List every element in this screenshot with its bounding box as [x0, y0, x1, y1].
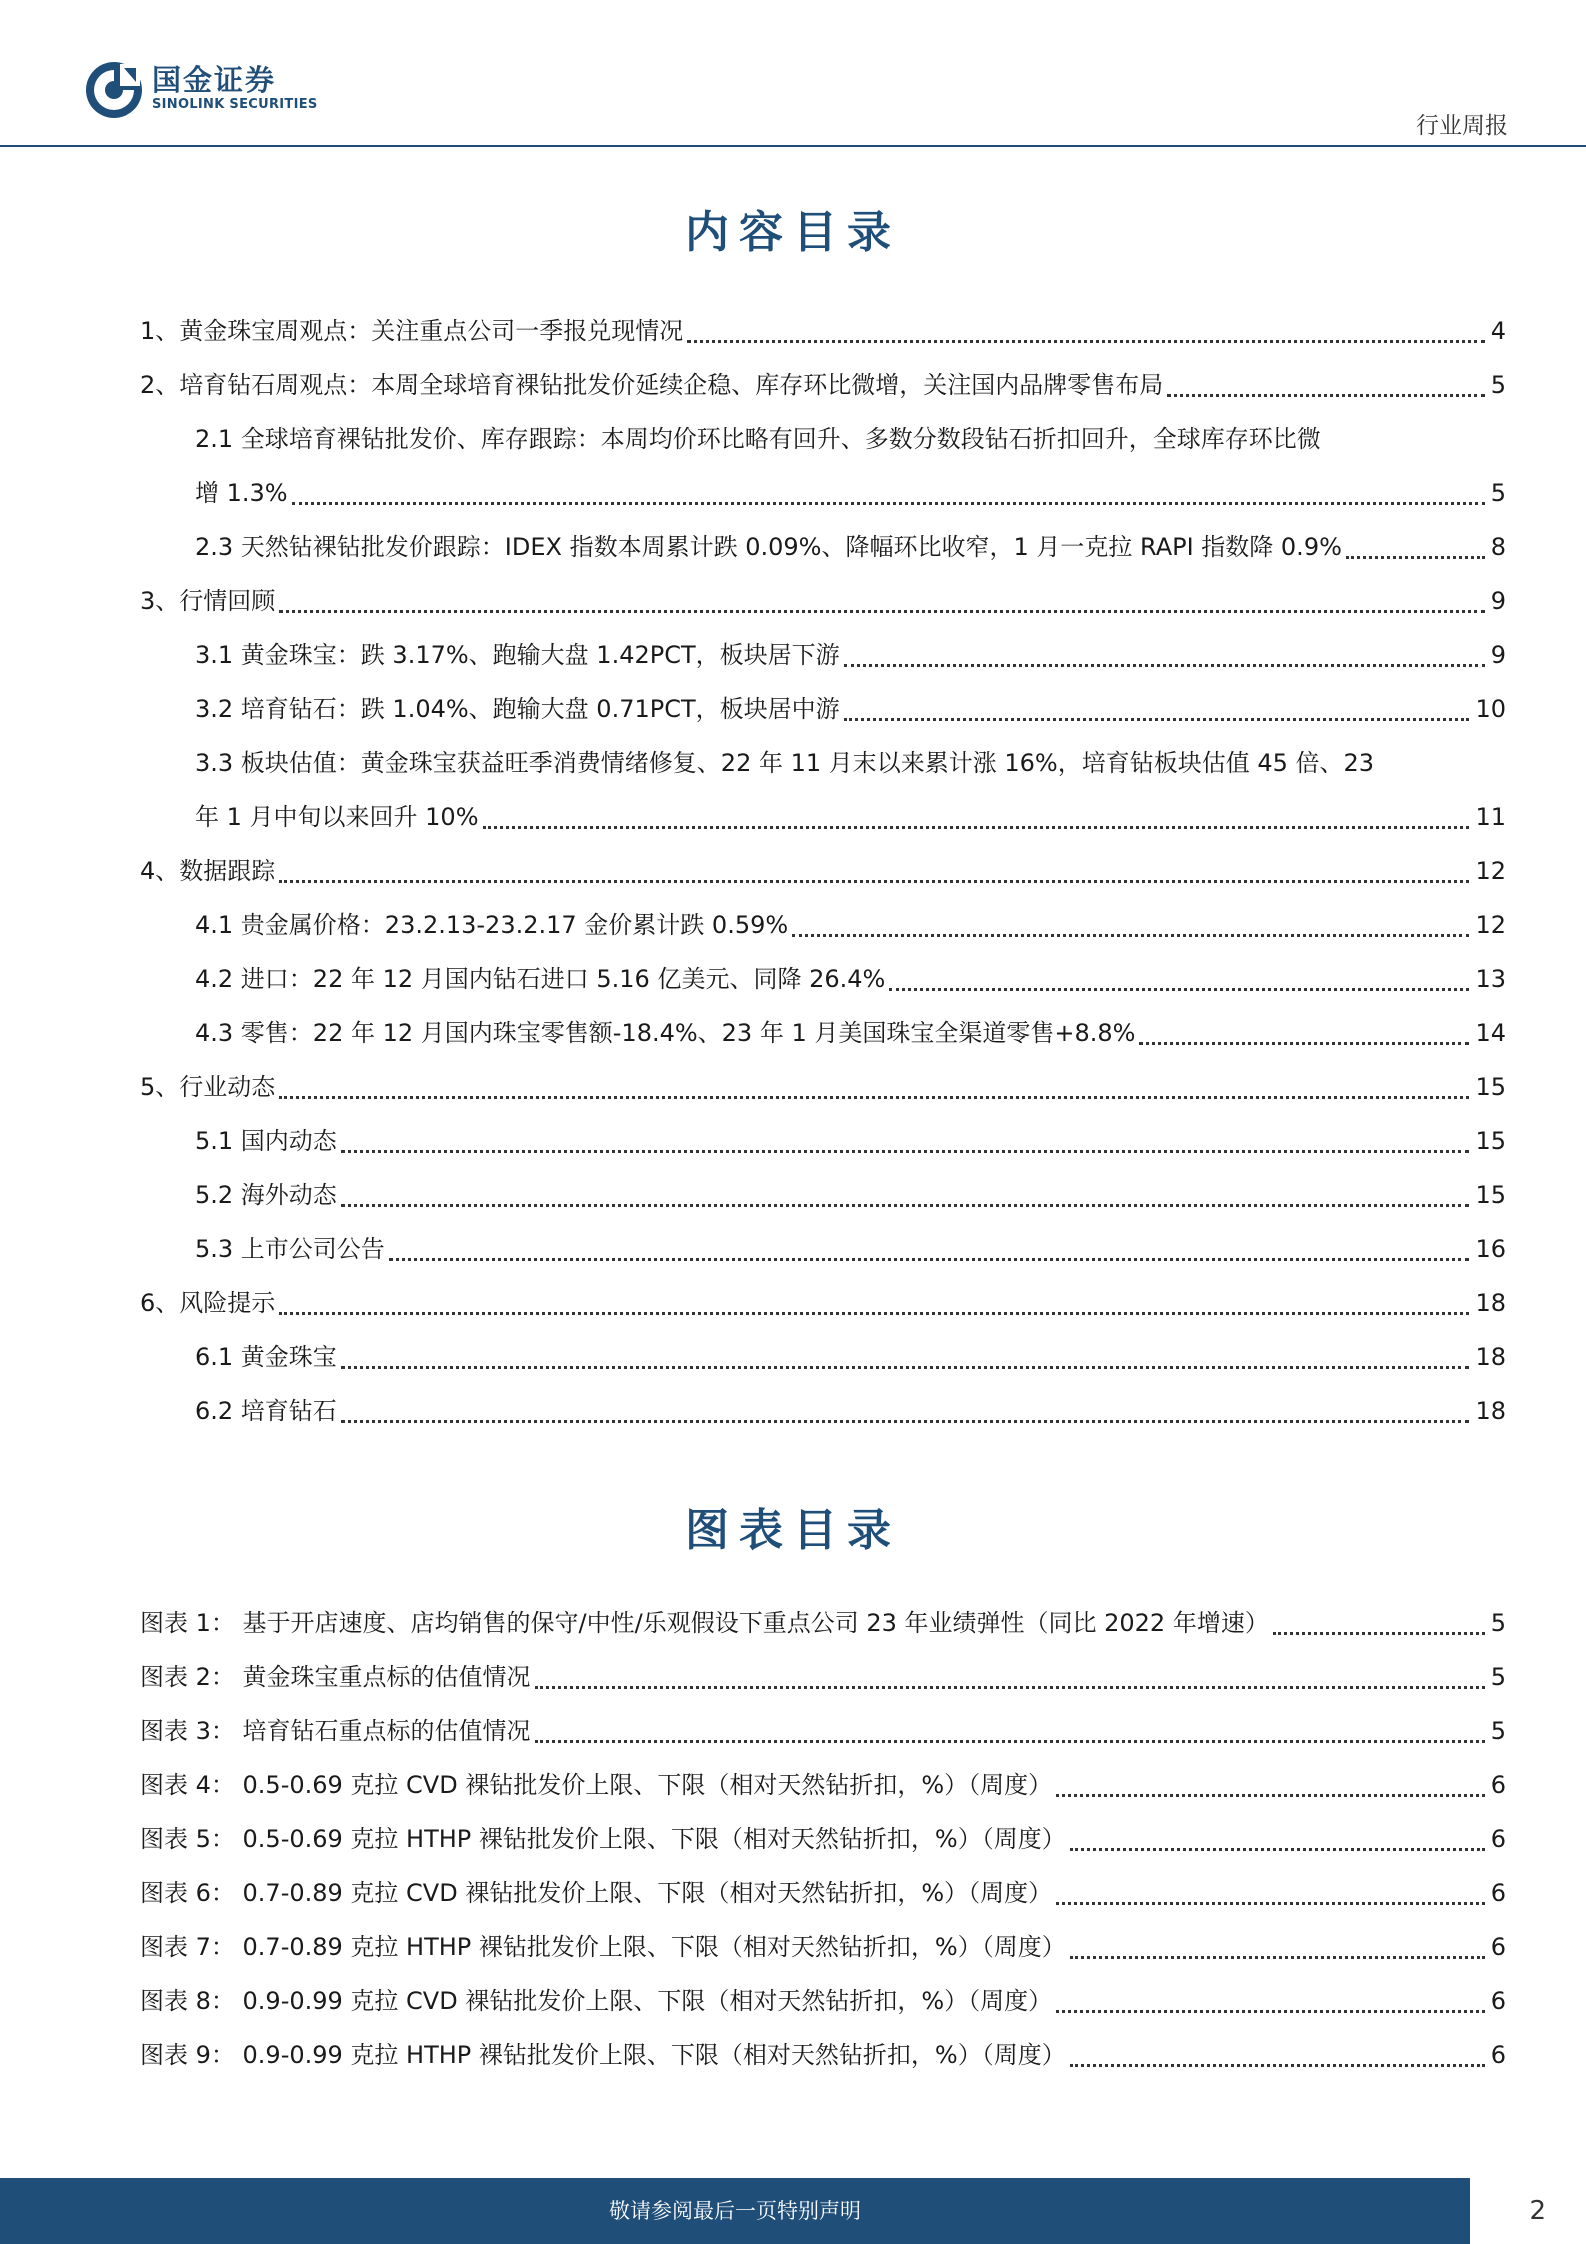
figure-entry[interactable]	[140, 1812, 1506, 1866]
toc-page-number: 15	[1475, 1127, 1506, 1155]
toc-entry-text: 图表 1： 基于开店速度、店均销售的保守/中性/乐观假设下重点公司 23 年业绩弹性（同比 2022 年增速）	[140, 1609, 1269, 1637]
figure-entry[interactable]	[140, 2028, 1506, 2082]
toc-page-number: 8	[1490, 533, 1506, 561]
toc-page-number: 5	[1490, 1663, 1506, 1691]
toc-entry-text: 5.3 上市公司公告	[195, 1235, 385, 1263]
dot-leader	[341, 1366, 1470, 1369]
toc-entry[interactable]	[140, 1168, 1506, 1222]
figure-entry[interactable]	[140, 1704, 1506, 1758]
toc-page-number: 10	[1475, 695, 1506, 723]
toc-entry[interactable]	[140, 1006, 1506, 1060]
dot-leader	[1070, 2064, 1485, 2067]
dot-leader	[1070, 1848, 1485, 1851]
toc-entry-text: 3.2 培育钻石：跌 1.04%、跑输大盘 0.71PCT，板块居中游	[195, 695, 840, 723]
toc-page-number: 18	[1475, 1343, 1506, 1371]
toc-entry-text: 2、培育钻石周观点：本周全球培育裸钻批发价延续企稳、库存环比微增，关注国内品牌零售布局	[140, 371, 1164, 399]
toc-entry[interactable]	[140, 952, 1506, 1006]
toc-entry-text: 图表 6： 0.7-0.89 克拉 CVD 裸钻批发价上限、下限（相对天然钻折扣，%）（周度）	[140, 1879, 1053, 1907]
toc-page-number: 15	[1475, 1181, 1506, 1209]
dot-leader	[687, 340, 1484, 343]
toc-entry-text: 4.3 零售：22 年 12 月国内珠宝零售额-18.4%、23 年 1 月美国珠宝全渠道零售+8.8%	[195, 1019, 1136, 1047]
dot-leader	[1139, 1042, 1469, 1045]
toc-page-number: 5	[1490, 371, 1506, 399]
dot-leader	[792, 934, 1469, 937]
toc-entry-text: 6、风险提示	[140, 1289, 276, 1317]
toc-page-number: 5	[1490, 479, 1506, 507]
toc-page-number: 18	[1475, 1397, 1506, 1425]
dot-leader	[889, 988, 1469, 991]
toc-page-number: 6	[1490, 1933, 1506, 1961]
dot-leader	[292, 502, 1485, 505]
toc-entry-row	[195, 790, 1506, 844]
toc-page-number: 9	[1490, 587, 1506, 615]
figure-entry[interactable]	[140, 1866, 1506, 1920]
page-header	[0, 0, 1586, 150]
dot-leader	[1346, 556, 1485, 559]
toc-entry[interactable]	[140, 358, 1506, 412]
toc-page-number: 5	[1490, 1717, 1506, 1745]
toc-entry-text: 3.1 黄金珠宝：跌 3.17%、跑输大盘 1.42PCT，板块居下游	[195, 641, 840, 669]
toc-page-number: 18	[1475, 1289, 1506, 1317]
header-divider	[0, 145, 1586, 147]
toc-entry[interactable]	[140, 1330, 1506, 1384]
brand-name-en: SINOLINK SECURITIES	[152, 97, 318, 112]
dot-leader	[1056, 1902, 1485, 1905]
dot-leader	[279, 1096, 1469, 1099]
toc-entry-text-cont: 年 1 月中旬以来回升 10%	[195, 803, 479, 831]
toc-entry[interactable]	[140, 412, 1506, 520]
figure-entry[interactable]	[140, 1596, 1506, 1650]
dot-leader	[1070, 1956, 1485, 1959]
toc-page-number: 5	[1490, 1609, 1506, 1637]
toc-entry[interactable]	[140, 520, 1506, 574]
toc-entry-text: 6.1 黄金珠宝	[195, 1343, 337, 1371]
dot-leader	[844, 664, 1485, 667]
table-of-contents	[140, 304, 1506, 1438]
dot-leader	[389, 1258, 1470, 1261]
dot-leader	[1056, 2010, 1485, 2013]
toc-entry-text: 4.1 贵金属价格：23.2.13-23.2.17 金价累计跌 0.59%	[195, 911, 789, 939]
toc-entry-text: 2.1 全球培育裸钻批发价、库存跟踪：本周均价环比略有回升、多数分数段钻石折扣回升，全球库存环比微	[195, 425, 1321, 453]
figure-entry[interactable]	[140, 1920, 1506, 1974]
toc-entry[interactable]	[140, 1060, 1506, 1114]
toc-page-number: 13	[1475, 965, 1506, 993]
toc-entry-text: 6.2 培育钻石	[195, 1397, 337, 1425]
toc-entry-text-cont: 增 1.3%	[195, 479, 288, 507]
dot-leader	[341, 1150, 1470, 1153]
toc-entry-text: 5、行业动态	[140, 1073, 276, 1101]
toc-page-number: 6	[1490, 1825, 1506, 1853]
page-footer	[0, 2178, 1586, 2244]
toc-page-number: 6	[1490, 1987, 1506, 2015]
toc-entry-text: 4.2 进口：22 年 12 月国内钻石进口 5.16 亿美元、同降 26.4%	[195, 965, 886, 993]
toc-entry-text: 2.3 天然钻裸钻批发价跟踪：IDEX 指数本周累计跌 0.09%、降幅环比收窄，1 月一克拉 RAPI 指数降 0.9%	[195, 533, 1342, 561]
toc-page-number: 15	[1475, 1073, 1506, 1101]
dot-leader	[1273, 1632, 1485, 1635]
toc-entry-text: 5.1 国内动态	[195, 1127, 337, 1155]
dot-leader	[341, 1204, 1470, 1207]
footer-disclaimer: 敬请参阅最后一页特别声明	[609, 2199, 861, 2223]
dot-leader	[844, 718, 1470, 721]
report-type: 行业周报	[1416, 113, 1508, 139]
figure-entry[interactable]	[140, 1758, 1506, 1812]
toc-page-number: 4	[1490, 317, 1506, 345]
dot-leader	[279, 610, 1484, 613]
toc-entry-text: 图表 4： 0.5-0.69 克拉 CVD 裸钻批发价上限、下限（相对天然钻折扣，%）（周度）	[140, 1771, 1053, 1799]
dot-leader	[279, 880, 1469, 883]
toc-page-number: 14	[1475, 1019, 1506, 1047]
toc-entry[interactable]	[140, 1114, 1506, 1168]
toc-entry[interactable]	[140, 304, 1506, 358]
dot-leader	[1056, 1794, 1485, 1797]
toc-page-number: 12	[1475, 857, 1506, 885]
dot-leader	[535, 1740, 1485, 1743]
toc-page-number: 11	[1475, 803, 1506, 831]
dot-leader	[341, 1420, 1470, 1423]
toc-entry[interactable]	[140, 1222, 1506, 1276]
toc-entry[interactable]	[140, 1384, 1506, 1438]
toc-entry-text: 图表 3： 培育钻石重点标的估值情况	[140, 1717, 531, 1745]
figure-entry[interactable]	[140, 1974, 1506, 2028]
page-number: 2	[1529, 2196, 1546, 2226]
figure-entry[interactable]	[140, 1650, 1506, 1704]
toc-entry-text: 4、数据跟踪	[140, 857, 276, 885]
dot-leader	[483, 826, 1470, 829]
toc-entry[interactable]	[140, 628, 1506, 682]
toc-entry-text: 图表 7： 0.7-0.89 克拉 HTHP 裸钻批发价上限、下限（相对天然钻折扣，%）（周度）	[140, 1933, 1066, 1961]
toc-title: 内容目录	[685, 207, 901, 258]
toc-entry[interactable]	[140, 1276, 1506, 1330]
toc-entry[interactable]	[140, 898, 1506, 952]
figures-title: 图表目录	[685, 1505, 901, 1556]
dot-leader	[279, 1312, 1469, 1315]
toc-entry-text: 1、黄金珠宝周观点：关注重点公司一季报兑现情况	[140, 317, 684, 345]
dot-leader	[535, 1686, 1485, 1689]
brand-name-cn: 国金证券	[152, 63, 277, 97]
toc-entry-text: 3.3 板块估值：黄金珠宝获益旺季消费情绪修复、22 年 11 月末以来累计涨 16%，培育钻板块估值 45 倍、23	[195, 749, 1375, 777]
toc-entry[interactable]	[140, 844, 1506, 898]
toc-page-number: 9	[1490, 641, 1506, 669]
toc-entry-text: 图表 9： 0.9-0.99 克拉 HTHP 裸钻批发价上限、下限（相对天然钻折扣，%）（周度）	[140, 2041, 1066, 2069]
toc-entry-text: 5.2 海外动态	[195, 1181, 337, 1209]
toc-entry-text: 3、行情回顾	[140, 587, 276, 615]
list-of-figures	[140, 1596, 1506, 2082]
toc-entry-row	[195, 466, 1506, 520]
toc-page-number: 6	[1490, 2041, 1506, 2069]
toc-page-number: 6	[1490, 1879, 1506, 1907]
toc-page-number: 6	[1490, 1771, 1506, 1799]
toc-page-number: 12	[1475, 911, 1506, 939]
toc-entry[interactable]	[140, 736, 1506, 844]
toc-entry-text: 图表 8： 0.9-0.99 克拉 CVD 裸钻批发价上限、下限（相对天然钻折扣，%）（周度）	[140, 1987, 1053, 2015]
toc-page-number: 16	[1475, 1235, 1506, 1263]
dot-leader	[1167, 394, 1484, 397]
toc-entry[interactable]	[140, 682, 1506, 736]
toc-entry-text: 图表 2： 黄金珠宝重点标的估值情况	[140, 1663, 531, 1691]
toc-entry[interactable]	[140, 574, 1506, 628]
sinolink-logo-icon	[84, 60, 144, 120]
toc-entry-text: 图表 5： 0.5-0.69 克拉 HTHP 裸钻批发价上限、下限（相对天然钻折扣，%）（周度）	[140, 1825, 1066, 1853]
